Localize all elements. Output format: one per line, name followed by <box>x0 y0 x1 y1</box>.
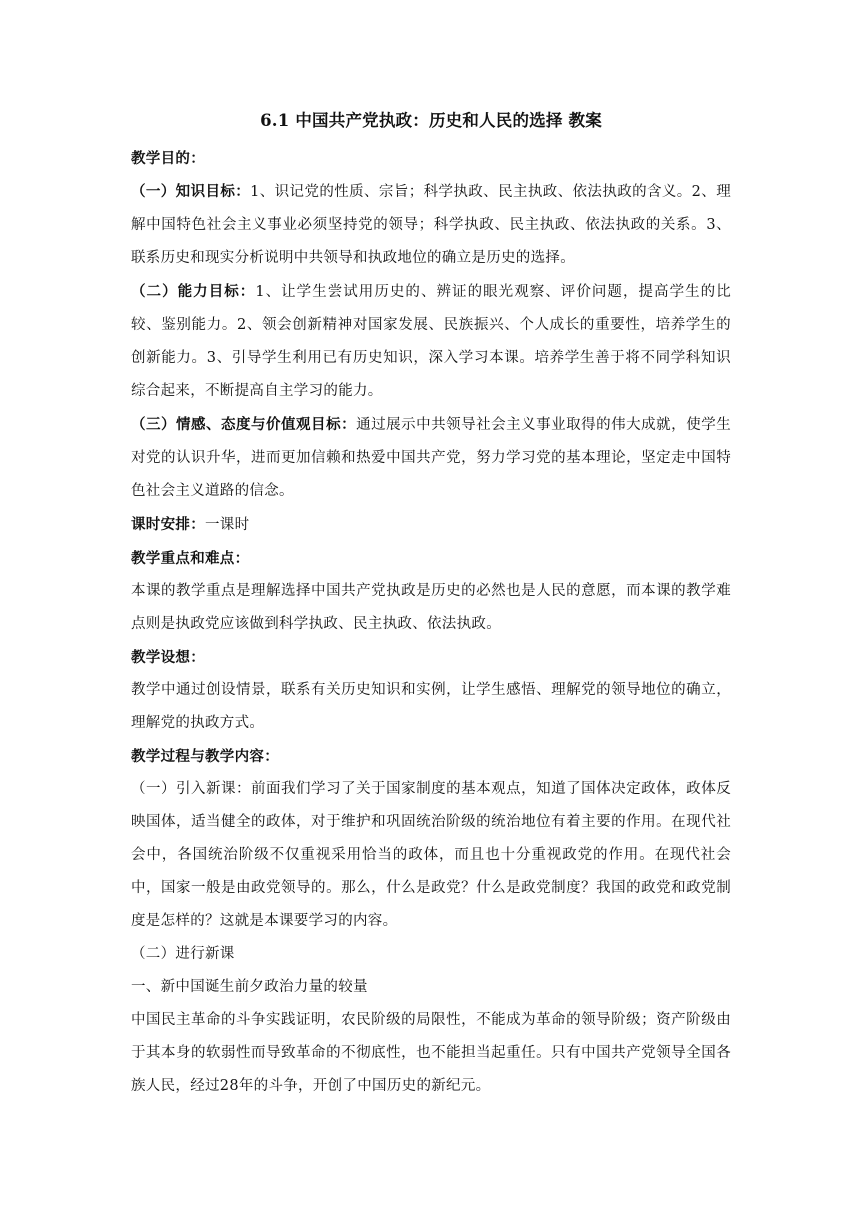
design-text: 教学中通过创设情景，联系有关历史知识和实例，让学生感悟、理解党的领导地位的确立，理解党的执政方式。 <box>131 682 731 731</box>
design-heading: 教学设想： <box>131 649 205 666</box>
knowledge-objective <box>131 175 731 275</box>
ability-objective <box>131 275 731 408</box>
new-lesson: （二）进行新课 <box>131 946 235 962</box>
ability-text: 1、让学生尝试用历史的、辨证的眼光观察、评价问题，提高学生的比较、鉴别能力。2、领会创新精神对国家发展、民族振兴、个人成长的重要性，培养学生的创新能力。3、引导学生利用已有历史知识，深入学习本课。培养学生善于将不同学科知识综合起来，不断提高自主学习的能力。 <box>131 284 731 399</box>
document-title: 6.1 中国共产党执政：历史和人民的选择 教案 <box>260 111 602 130</box>
keypoints-heading: 教学重点和难点： <box>131 550 250 567</box>
emotion-text: 通过展示中共领导社会主义事业取得的伟大成就，使学生对党的认识升华，进而更加信赖和热爱中国共产党，努力学习党的基本理论，坚定走中国特色社会主义道路的信念。 <box>131 417 731 499</box>
schedule-label: 课时安排： <box>131 516 205 533</box>
ability-label: （二）能力目标： <box>131 283 256 300</box>
knowledge-label: （一）知识目标： <box>131 183 251 200</box>
schedule-text: 一课时 <box>205 517 250 533</box>
process-heading: 教学过程与教学内容： <box>131 748 279 765</box>
document-body <box>131 108 731 1103</box>
section1-text: 中国民主革命的斗争实践证明，农民阶级的局限性，不能成为革命的领导阶级；资产阶级由于其本身的软弱性而导致革命的不彻底性，也不能担当起重任。只有中国共产党领导全国各族人民，经过28年的斗争，开创了中国历史的新纪元。 <box>131 1012 731 1094</box>
intro-text: （一）引入新课：前面我们学习了关于国家制度的基本观点，知道了国体决定政体，政体反映国体，适当健全的政体，对于维护和巩固统治阶级的统治地位有着主要的作用。在现代社会中，各国统治阶级不仅重视采用恰当的政体，而且也十分重视政党的作用。在现代社会中，国家一般是由政党领导的。那么，什么是政党？什么是政党制度？我国的政党和政党制度是怎样的？这就是本课要学习的内容。 <box>131 781 731 929</box>
knowledge-text: 1、识记党的性质、宗旨；科学执政、民主执政、依法执政的含义。2、理解中国特色社会主义事业必须坚持党的领导；科学执政、民主执政、依法执政的关系。3、联系历史和现实分析说明中共领导和执政地位的确立是历史的选择。 <box>131 184 731 266</box>
section1-heading: 一、新中国诞生前夕政治力量的较量 <box>131 979 368 995</box>
schedule <box>131 508 731 542</box>
keypoints-text: 本课的教学重点是理解选择中国共产党执政是历史的必然也是人民的意愿，而本课的教学难点则是执政党应该做到科学执政、民主执政、依法执政。 <box>131 583 731 632</box>
emotion-label: （三）情感、态度与价值观目标： <box>131 416 357 433</box>
emotion-objective <box>131 408 731 508</box>
objectives-heading: 教学目的： <box>131 150 205 167</box>
